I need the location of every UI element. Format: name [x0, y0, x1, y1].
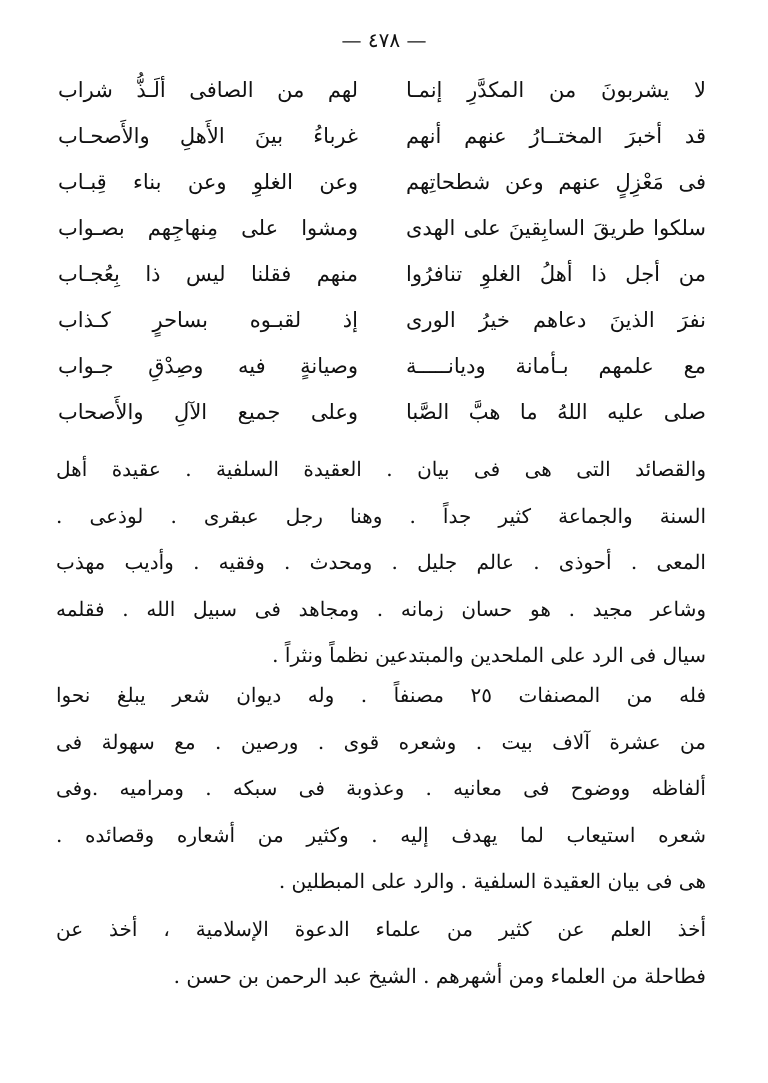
- verse-first-hemistich: نفرَ الذينَ دعاهم خيرُ الورى: [406, 308, 706, 332]
- paragraph-line: سيال فى الرد على الملحدين والمبتدعين نظماً ونثراً .: [272, 643, 706, 667]
- paragraph-shuyukh: [56, 906, 706, 999]
- verse-first-hemistich: لا يشربونَ من المكدَّرِ إنمـا: [406, 78, 706, 102]
- verse-second-hemistich: لهم من الصافى ألَـذُّ شراب: [58, 78, 358, 102]
- verse-first-hemistich: مع علمهم بـأمانة وديانـــــة: [406, 354, 706, 378]
- verse-first-hemistich: من أجل ذا أهلُ الغلوِ تنافرُوا: [406, 262, 706, 286]
- verse-second-hemistich: ومشوا على مِنهاجِهم بصـواب: [58, 216, 358, 240]
- paragraph-line: شعره استيعاب لما يهدف إليه . وكثير من أشعاره وقصائده .: [56, 822, 706, 847]
- verse-second-hemistich: وصيانةٍ فيه وصِدْقِ جـواب: [58, 354, 358, 378]
- page-number: — ٤٧٨ —: [341, 28, 427, 52]
- poem-verse: [58, 302, 706, 348]
- verse-second-hemistich: وعلى جميع الآلِ والأَصحاب: [58, 400, 358, 424]
- poem-verse: [58, 256, 706, 302]
- poem-verse: [58, 348, 706, 394]
- verse-first-hemistich: صلى عليه اللهُ ما هبَّ الصَّبا: [406, 400, 706, 424]
- paragraph-line: من عشرة آلاف بيت . وشعره قوى . ورصين . مع سهولة فى: [56, 729, 706, 754]
- paragraph-line: ألفاظه ووضوح فى معانيه . وعذوبة فى سبكه . ومراميه .وفى: [56, 776, 706, 800]
- verse-first-hemistich: سلكوا طريقَ السابِقينَ على الهدى: [406, 216, 706, 240]
- poem-verse: [58, 118, 706, 164]
- paragraph-line: السنة والجماعة كثير جداً . وهنا رجل عبقرى . لوذعى .: [56, 503, 706, 528]
- verse-second-hemistich: وعن الغلوِ وعن بناء قِبـاب: [58, 170, 358, 194]
- verse-second-hemistich: إذ لقبـوه بساحرٍ كـذاب: [58, 308, 358, 332]
- paragraph-line: والقصائد التى هى فى بيان . العقيدة السلفية . عقيدة أهل: [56, 457, 706, 481]
- poem-verse: [58, 394, 706, 440]
- poem-verse: [58, 164, 706, 210]
- poem-verse: [58, 72, 706, 118]
- verse-second-hemistich: غرباءُ بينَ الأَهلِ والأَصحـاب: [58, 124, 358, 148]
- verse-first-hemistich: قد أخبرَ المختــارُ عنهم أنهم: [406, 124, 706, 148]
- paragraph-line: المعى . أحوذى . عالم جليل . ومحدث . وفقيه . وأديب مهذب: [56, 550, 706, 574]
- paragraph-line: فطاحلة من العلماء ومن أشهرهم . الشيخ عبد الرحمن بن حسن .: [173, 963, 706, 988]
- paragraph-line: وشاعر مجيد . هو حسان زمانه . ومجاهد فى سبيل الله . فقلمه: [56, 596, 706, 621]
- paragraph-line: هى فى بيان العقيدة السلفية . والرد على المبطلين .: [278, 869, 706, 893]
- paragraph-line: فله من المصنفات ٢٥ مصنفاً . وله ديوان شعر يبلغ نحوا: [56, 683, 706, 707]
- paragraph-qasaid: [56, 446, 706, 679]
- paragraph-musannafat: [56, 672, 706, 905]
- poem: [58, 72, 706, 440]
- paragraph-line: أخذ العلم عن كثير من علماء الدعوة الإسلامية ، أخذ عن: [56, 917, 706, 941]
- verse-first-hemistich: فى مَعْزِلٍ عنهم وعن شطحاتِهم: [406, 170, 706, 194]
- poem-verse: [58, 210, 706, 256]
- verse-second-hemistich: منهم فقلنا ليس ذا بِعُجـاب: [58, 262, 358, 286]
